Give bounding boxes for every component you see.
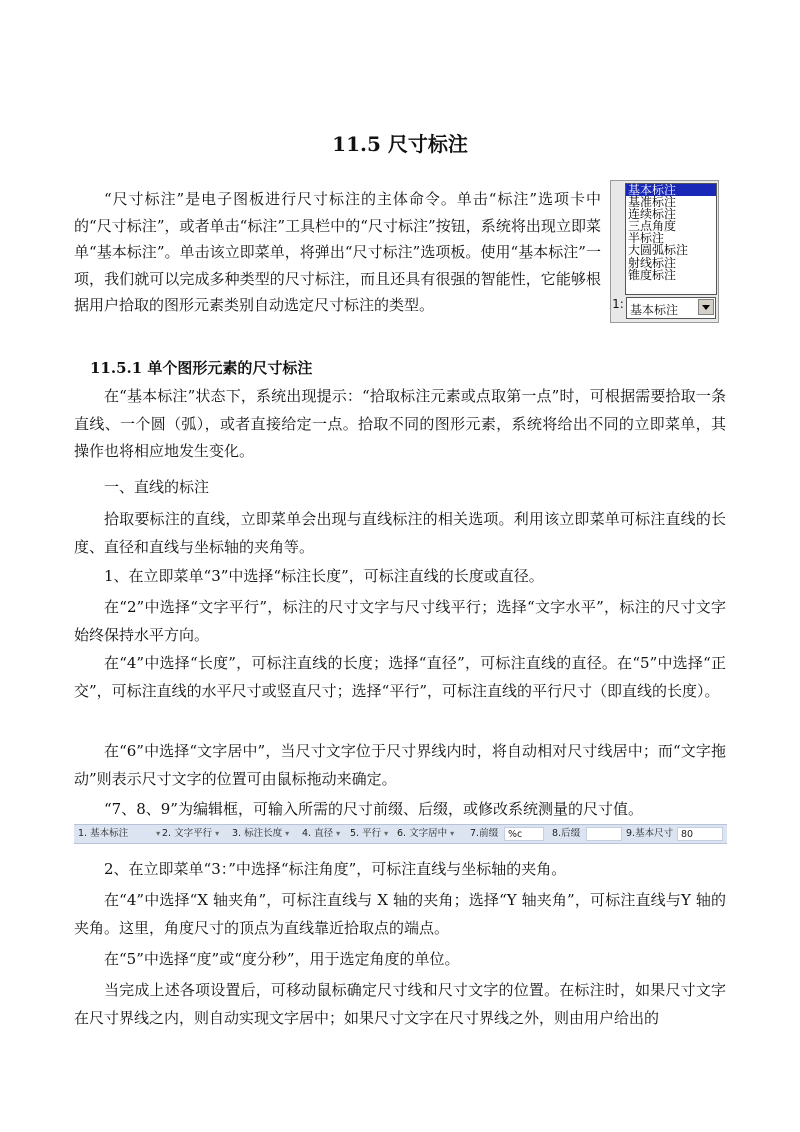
paragraph-6: 在“6”中选择“文字居中”，当尺寸文字位于尺寸界线内时，将自动相对尺寸线居中；而“文字拖动”则表示尺寸文字的位置可由鼠标拖动来确定。 — [74, 742, 726, 788]
paragraph-4: 在“2”中选择“文字平行”，标注的尺寸文字与尺寸线平行；选择“文字水平”，标注的尺寸文字始终保持水平方向。 — [74, 598, 726, 644]
combo-number: 1: — [612, 297, 624, 311]
immediate-menu-toolbar — [74, 824, 727, 844]
basic-size-label: 9.基本尺寸 — [626, 828, 674, 839]
prefix-label: 7.前缀 — [470, 828, 499, 839]
suffix-input[interactable] — [586, 827, 622, 841]
toolbar-item-4[interactable] — [302, 827, 340, 841]
chevron-down-icon: ▾ — [156, 829, 161, 838]
toolbar-item-4-label: 4. 直径 — [302, 828, 334, 839]
chevron-down-icon: ▾ — [450, 829, 455, 838]
toolbar-item-1-label: 1. 基本标注 — [78, 828, 129, 839]
menu-item-three-point-angle[interactable]: 三点角度 — [628, 219, 677, 234]
chevron-down-icon: ▾ — [215, 829, 220, 838]
toolbar-item-5-label: 5. 平行 — [350, 828, 382, 839]
chevron-down-icon[interactable] — [698, 299, 714, 315]
suffix-label: 8.后缀 — [552, 828, 581, 839]
paragraph-10: 在“5”中选择“度”或“度分秒”，用于选定角度的单位。 — [104, 950, 460, 968]
menu-item-basic[interactable]: 基本标注 — [626, 184, 716, 196]
sub-heading: 一、直线的标注 — [104, 478, 210, 496]
menu-item-continuous[interactable]: 连续标注 — [628, 207, 677, 222]
toolbar-item-6[interactable] — [397, 827, 454, 841]
toolbar-item-1[interactable] — [78, 827, 160, 841]
intro-paragraph: “尺寸标注”是电子图板进行尺寸标注的主体命令。单击“标注”选项卡中的“尺寸标注”，或者单击“标注”工具栏中的“尺寸标注”按钮，系统将出现立即菜单“基本标注”。单击该立即菜单，将弹出“尺寸标注”选项板。使用“基本标注”一项，我们就可以完成多种类型的尺寸标注，而且还具有很强的智能性，它能够根据用户拾取的图形元素类别自动选定尺寸标注的类型。 — [74, 190, 601, 315]
toolbar-item-2-label: 2. 文字平行 — [162, 828, 213, 839]
chevron-down-icon: ▾ — [384, 829, 389, 838]
menu-item-ray[interactable]: 射线标注 — [628, 255, 677, 270]
paragraph-7: “7、8、9”为编辑框，可输入所需的尺寸前缀、后缀，或修改系统测量的尺寸值。 — [104, 800, 643, 818]
paragraph-9: 在“4”中选择“X 轴夹角”，可标注直线与 X 轴的夹角；选择“Y 轴夹角”，可标注直线与Y 轴的夹角。这里，角度尺寸的顶点为直线靠近拾取点的端点。 — [74, 891, 726, 937]
dimension-type-list — [625, 183, 717, 295]
section-heading: 11.5.1 单个图形元素的尺寸标注 — [90, 359, 313, 377]
dimension-type-combo[interactable] — [626, 297, 716, 319]
prefix-input[interactable]: %c — [504, 827, 544, 841]
toolbar-item-6-label: 6. 文字居中 — [397, 828, 448, 839]
paragraph-8: 2、在立即菜单“3：”中选择“标注角度”，可标注直线与坐标轴的夹角。 — [104, 860, 567, 878]
chevron-down-icon: ▾ — [336, 829, 341, 838]
paragraph-5: 在“4”中选择“长度”，可标注直线的长度；选择“直径”，可标注直线的直径。在“5”中选择“正交”，可标注直线的水平尺寸或竖直尺寸；选择“平行”，可标注直线的平行尺寸（即直线的长度）。 — [74, 654, 726, 700]
menu-item-large-arc[interactable]: 大圆弧标注 — [628, 243, 689, 258]
toolbar-item-3[interactable] — [232, 827, 289, 841]
paragraph-3: 1、在立即菜单“3”中选择“标注长度”，可标注直线的长度或直径。 — [104, 567, 544, 585]
dimension-popup-menu — [610, 180, 719, 323]
toolbar-item-3-label: 3. 标注长度 — [232, 828, 283, 839]
basic-size-input[interactable]: 80 — [677, 827, 723, 841]
combo-value: 基本标注 — [630, 303, 679, 317]
paragraph-2: 拾取要标注的直线，立即菜单会出现与直线标注的相关选项。利用该立即菜单可标注直线的长度、直径和直线与坐标轴的夹角等。 — [74, 510, 726, 556]
toolbar-item-2[interactable] — [162, 827, 219, 841]
chevron-down-icon: ▾ — [285, 829, 290, 838]
toolbar-item-5[interactable] — [350, 827, 388, 841]
paragraph-1: 在“基本标注”状态下，系统出现提示：“拾取标注元素或点取第一点”时，可根据需要拾取一条直线、一个圆（弧），或者直接给定一点。拾取不同的图形元素，系统将给出不同的立即菜单，其操作也将相应地发生变化。 — [74, 387, 726, 460]
page-title: 11.5 尺寸标注 — [332, 132, 468, 156]
paragraph-11: 当完成上述各项设置后，可移动鼠标确定尺寸线和尺寸文字的位置。在标注时，如果尺寸文字在尺寸界线之内，则自动实现文字居中；如果尺寸文字在尺寸界线之外，则由用户给出的 — [74, 981, 726, 1027]
menu-item-taper[interactable]: 锥度标注 — [628, 267, 677, 282]
menu-item-baseline[interactable]: 基准标注 — [628, 195, 677, 210]
menu-item-half[interactable]: 半标注 — [628, 231, 665, 246]
